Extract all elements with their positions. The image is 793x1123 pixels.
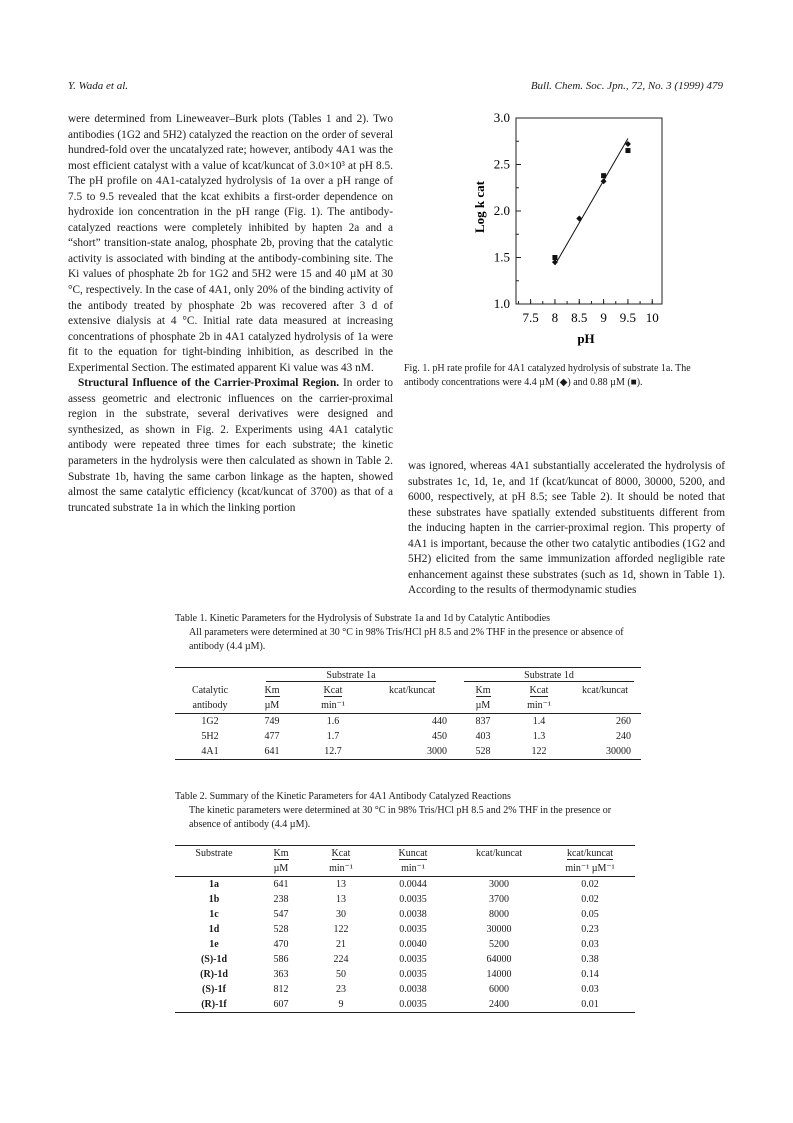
- table-row: [175, 892, 635, 907]
- table-cell: 0.0044: [399, 879, 427, 890]
- y-tick-label: 2.0: [493, 203, 510, 218]
- table-cell: 837: [475, 716, 491, 727]
- table-row: [175, 907, 635, 922]
- x-tick-label: 10: [645, 310, 659, 325]
- table1-unit-km: µM: [475, 700, 491, 711]
- table2-header-kuncat: Kuncat: [398, 847, 428, 859]
- y-tick-label: 1.0: [493, 296, 510, 311]
- table-row: [175, 877, 635, 893]
- table1-header-kcat: Kcat: [529, 684, 549, 696]
- table-cell: 30000: [486, 924, 512, 935]
- table-cell: (S)-1d: [200, 954, 228, 965]
- table-cell: 528: [475, 746, 491, 757]
- table-cell: 0.05: [581, 909, 599, 920]
- table-row: [175, 937, 635, 952]
- section-heading: Structural Influence of the Carrier-Proximal Region.: [78, 377, 340, 390]
- figure-caption: Fig. 1. pH rate profile for 4A1 catalyzed hydrolysis of substrate 1a. The antibody concentrations were 4.4 µM (◆) and 0.88 µM (■).: [404, 363, 691, 388]
- table1-unit-km: µM: [264, 700, 280, 711]
- table1-title: Table 1. Kinetic Parameters for the Hydrolysis of Substrate 1a and 1d by Catalytic Antibodies: [175, 613, 551, 624]
- x-tick-label: 8: [551, 310, 559, 325]
- table-cell: 260: [616, 716, 631, 727]
- table-1: [175, 667, 641, 760]
- table-cell: 50: [336, 969, 346, 980]
- table-cell: 64000: [486, 954, 512, 965]
- table-cell: 0.03: [581, 984, 599, 995]
- table-cell: 0.0035: [399, 999, 427, 1010]
- table-cell: 477: [264, 731, 280, 742]
- x-tick-label: 7.5: [522, 310, 539, 325]
- x-tick-label: 9: [600, 310, 607, 325]
- table-cell: 1.4: [532, 716, 546, 727]
- table1-header-ratio: kcat/kuncat: [388, 685, 436, 696]
- table-cell: 1a: [209, 879, 219, 890]
- table2-header-km: Km: [273, 847, 289, 859]
- table2-unit-km: µM: [273, 863, 289, 874]
- table-cell: 224: [333, 954, 349, 965]
- table-cell: 0.0038: [399, 984, 427, 995]
- table-cell: 1d: [208, 924, 220, 935]
- table-cell: 641: [273, 879, 289, 890]
- table-row: [175, 729, 641, 744]
- table-cell: 0.0040: [399, 939, 427, 950]
- table1-unit-kcat: min⁻¹: [527, 700, 551, 711]
- table-cell: 0.0038: [399, 909, 427, 920]
- table1-header-kcat: Kcat: [323, 684, 343, 696]
- table-cell: 5200: [489, 939, 509, 950]
- plot-area: [494, 110, 662, 325]
- table-cell: 0.23: [581, 924, 599, 935]
- table-row: [175, 744, 641, 760]
- table-cell: 470: [273, 939, 289, 950]
- table-cell: (R)-1f: [201, 999, 227, 1010]
- paragraph: were determined from Lineweaver–Burk plots (Tables 1 and 2). Two antibodies (1G2 and 5H2) catalyzed the reaction on the order of several hundred-fold over the uncatalyzed rate; however, antibody 4A1 was the most efficient catalyst with a value of kcat/kuncat of 3.0×10³ at pH 8.5. The pH profile on 4A1-catalyzed hydrolysis of 1a over a pH range of 7.5 to 9.5 revealed that the kcat exhibits a first-order dependence on hydroxide ion concentration in the pH range (Fig. 1). The antibody-catalyzed reactions were completely inhibited by hapten 2a and a “short” transition-state analog, phosphate 2b, proving that the catalytic activity is associated with binding at the antibody-combining site. The Ki values of phosphate 2b for 1G2 and 5H2 were 15 and 40 µM at 30 °C, respectively. In the case of 4A1, only 20% of the binding activity of the antibody treated by phosphate 2b was recovered after 3 d of extensive dialysis at 4 °C. Initial rate data measured at increasing concentrations of phosphate 2b in 4A1 catalyzed hydrolysis of 1a were fit to the equation for tight-binding inhibition, as described in the Experimental Section. The estimated apparent Ki value was 43 nM.: [68, 113, 393, 374]
- y-tick-label: 1.5: [493, 249, 510, 265]
- table-row: [175, 922, 635, 937]
- table-cell: 528: [273, 924, 289, 935]
- table1-header-km: Km: [475, 684, 491, 696]
- table2-header-ratio: kcat/kuncat: [475, 848, 523, 859]
- x-axis-label: pH: [577, 331, 595, 346]
- running-header-journal: Bull. Chem. Soc. Jpn., 72, No. 3 (1999) 479: [530, 80, 723, 92]
- table-cell: 13: [336, 894, 346, 905]
- table-cell: 749: [264, 716, 280, 727]
- table1-group2: Substrate 1d: [464, 670, 634, 682]
- table1-group1: Substrate 1a: [266, 670, 435, 682]
- running-header-authors: Y. Wada et al.: [68, 80, 129, 92]
- table-cell: 30000: [606, 746, 631, 757]
- table-cell: 1.7: [326, 731, 340, 742]
- table2-caption: [175, 790, 635, 832]
- table2-unit-ratio2: min⁻¹ µM⁻¹: [565, 863, 615, 874]
- table2-note: The kinetic parameters were determined at 30 °C in 98% Tris/HCl pH 8.5 and 2% THF in the presence or absence of antibody (4.4 µM).: [189, 805, 612, 830]
- table-cell: 0.38: [581, 954, 599, 965]
- data-point-square: [552, 255, 557, 260]
- table-cell: 6000: [489, 984, 509, 995]
- table1-caption: [175, 612, 635, 654]
- table2-unit-kcat: min⁻¹: [329, 863, 353, 874]
- table-cell: 1c: [209, 909, 219, 920]
- table-cell: 14000: [486, 969, 512, 980]
- table-cell: 0.02: [581, 879, 599, 890]
- table-cell: 0.0035: [399, 894, 427, 905]
- table-cell: 3000: [427, 746, 447, 757]
- table2-title: Table 2. Summary of the Kinetic Parameters for 4A1 Antibody Catalyzed Reactions: [175, 791, 511, 802]
- data-point-diamond: [552, 259, 558, 265]
- y-axis-label: Log k cat: [472, 181, 487, 233]
- table-cell: 3000: [489, 879, 509, 890]
- ph-rate-chart: [470, 108, 675, 348]
- table-row: [175, 967, 635, 982]
- table-cell: 1.6: [326, 716, 340, 727]
- table-cell: 812: [273, 984, 289, 995]
- table-cell: 8000: [489, 909, 509, 920]
- table-cell: 607: [273, 999, 289, 1010]
- data-point-square: [625, 148, 630, 153]
- table-row: [175, 997, 635, 1013]
- table1-header-km: Km: [264, 684, 280, 696]
- table-cell: 9: [338, 999, 344, 1010]
- table-cell: 12.7: [324, 746, 342, 757]
- table-cell: 13: [336, 879, 346, 890]
- paragraph: In order to assess geometric and electronic influences on the carrier-proximal region in the substrate, several derivatives were designed and synthesized, as shown in Fig. 2. Experiments using 4A1 catalytic antibody were repeated three times for each substrate; the kinetic parameters in the hydrolysis were then calculated as shown in Table 2. Substrate 1b, having the same carbon linkage as the hapten, showed almost the same catalytic efficiency (kcat/kuncat of 3700) as that of a truncated substrate 1a in which the linking portion: [68, 377, 394, 514]
- table-cell: 2400: [489, 999, 509, 1010]
- table-cell: (S)-1f: [202, 984, 226, 995]
- table-cell: 1e: [209, 939, 219, 950]
- fit-line: [555, 138, 628, 264]
- plot-frame: [516, 118, 662, 304]
- table-cell: 0.14: [581, 969, 599, 980]
- table-cell: 122: [333, 924, 349, 935]
- table-cell: 0.0035: [399, 924, 427, 935]
- table-cell: (R)-1d: [200, 969, 228, 980]
- table2-header-ratio2: kcat/kuncat: [566, 847, 614, 859]
- right-column: [408, 459, 725, 599]
- table-row: [175, 952, 635, 967]
- table-cell: 122: [531, 746, 547, 757]
- data-point-diamond: [576, 215, 582, 221]
- table-cell: 5H2: [201, 731, 219, 742]
- table-cell: 0.01: [581, 999, 599, 1010]
- table-cell: 21: [336, 939, 346, 950]
- table-cell: 238: [273, 894, 289, 905]
- table1-header-ratio: kcat/kuncat: [581, 685, 629, 696]
- left-column: [68, 112, 393, 516]
- table-cell: 0.0035: [399, 954, 427, 965]
- table-row: [175, 714, 641, 730]
- table1-unit-kcat: min⁻¹: [321, 700, 345, 711]
- table-cell: 547: [273, 909, 289, 920]
- table-cell: 3700: [489, 894, 509, 905]
- table-cell: 641: [264, 746, 280, 757]
- table-cell: 23: [336, 984, 346, 995]
- x-tick-label: 8.5: [571, 310, 588, 325]
- table-cell: 4A1: [201, 746, 219, 757]
- table-cell: 403: [475, 731, 491, 742]
- table1-header-catalytic: Catalytic: [191, 685, 229, 696]
- table-2: [175, 845, 635, 1013]
- y-tick-label: 3.0: [493, 110, 510, 125]
- table-row: [175, 982, 635, 997]
- table-cell: 30: [336, 909, 346, 920]
- table-cell: 363: [273, 969, 289, 980]
- table-cell: 440: [432, 716, 447, 727]
- paragraph: was ignored, whereas 4A1 substantially accelerated the hydrolysis of substrates 1c, 1d, 1e, and 1f (kcat/kuncat of 8000, 30000, 5200, and 6000, respectively, at pH 8.5; see Table 2). It should be noted that these substrates have spatially extended substituents different from the inducing hapten in the carrier-proximal region. This property of 4A1 is important, because the other two catalytic antibodies (1G2 and 5H2) elicited from the same immunization afforded negligible rate enhancement against these substrates (such as 1d, shown in Table 1). According to the results of thermodynamic studies: [408, 460, 725, 597]
- table-cell: 1G2: [201, 716, 219, 727]
- table-cell: 586: [273, 954, 289, 965]
- table2-header-kcat: Kcat: [331, 847, 351, 859]
- x-tick-label: 9.5: [619, 310, 637, 325]
- table-cell: 0.03: [581, 939, 599, 950]
- data-point-square: [601, 173, 606, 178]
- table-cell: 0.02: [581, 894, 599, 905]
- table-cell: 240: [616, 731, 631, 742]
- y-tick-label: 2.5: [493, 156, 510, 172]
- table-cell: 450: [432, 731, 447, 742]
- table2-header-substrate: Substrate: [195, 848, 233, 859]
- table1-note: All parameters were determined at 30 °C in 98% Tris/HCl pH 8.5 and 2% THF in the presence or absence of antibody (4.4 µM).: [189, 627, 624, 652]
- table2-unit-kuncat: min⁻¹: [401, 863, 425, 874]
- table-cell: 1b: [208, 894, 220, 905]
- table-cell: 1.3: [532, 731, 546, 742]
- table-cell: 0.0035: [399, 969, 427, 980]
- table1-header-antibody: antibody: [192, 700, 228, 711]
